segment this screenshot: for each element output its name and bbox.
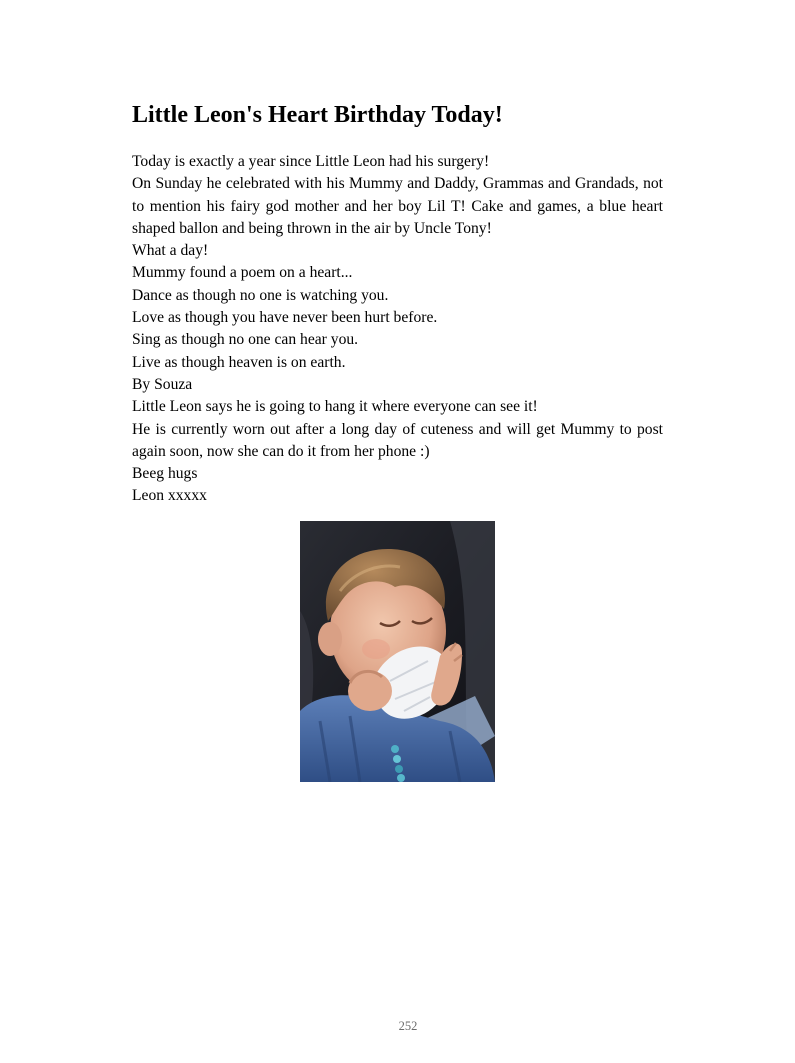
post-body: [132, 151, 663, 508]
paragraph: What a day!: [132, 242, 209, 260]
poem-line: Love as though you have never been hurt before.: [132, 309, 438, 327]
paragraph: On Sunday he celebrated with his Mummy and Daddy, Grammas and Grandads, not to mention his fairy god mother and her boy Lil T! Cake and games, a blue heart shaped ballon and being thrown in the air by Uncle Tony!: [132, 175, 663, 237]
poem-line: Dance as though no one is watching you.: [132, 286, 389, 304]
signature: Leon xxxxx: [132, 487, 207, 505]
toddler-photo: [300, 521, 495, 782]
poem-author: By Souza: [132, 375, 193, 393]
paragraph: Today is exactly a year since Little Leon had his surgery!: [132, 153, 490, 170]
signoff: Beeg hugs: [132, 465, 198, 483]
page-title: Little Leon's Heart Birthday Today!: [132, 102, 503, 128]
paragraph: He is currently worn out after a long day of cuteness and will get Mummy to post again soon, now she can do it from her phone :): [132, 420, 663, 460]
poem-line: Sing as though no one can hear you.: [132, 331, 359, 349]
paragraph: Little Leon says he is going to hang it where everyone can see it!: [132, 398, 538, 416]
page-number: 252: [398, 1019, 418, 1033]
paragraph: Mummy found a poem on a heart...: [132, 264, 353, 282]
poem-line: Live as though heaven is on earth.: [132, 353, 346, 371]
